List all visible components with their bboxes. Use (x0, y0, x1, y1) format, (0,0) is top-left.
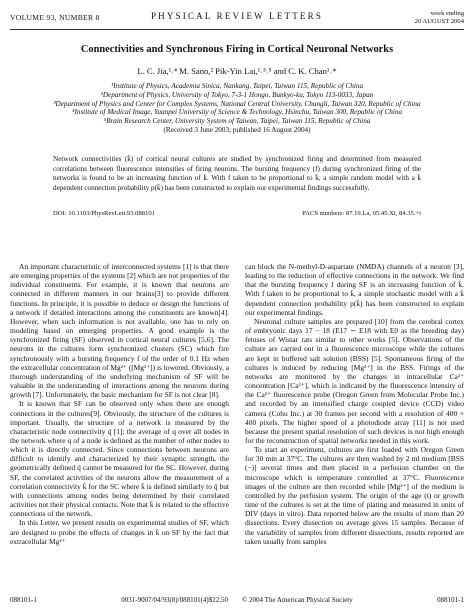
affiliation-4: ⁴Institute of Medical Image, Yuanpei University of Science & Technology, Hsinchu, Taiwan 300, Republic of China (71, 108, 403, 117)
abstract: Network connectivities (k̄) of cortical neural cultures are studied by synchronized firing and determined from measured correlations between fluorescence intensities of firing neurons. The bursting frequency (f) during synchronized firing of the networks is found to be an increasing function of k̄. With f taken to be proportional to k̄, a simple random model with a k̄ dependent connection probability p(k̄) has been constructed to explain our experimental findings successfully. (53, 155, 421, 193)
article-metadata (53, 210, 421, 219)
paragraph: Neuronal culture samples are prepared [10] from the cerebral cortex of embryonic days 17 − 18 (E17 ∼ E18 with E0 as the breeding day) fetuses of Wistar rats similar to other works [5]. Observations of the culture are carried out in a fluorescence microscope while the cultures are kept in buffered salt solution (BSS) [5]. Spontaneous firing of the cultures is induced by reducing [Mg²⁺] in the BSS. Firings of the networks are monitored by the changes in intracellular Ca²⁺ concentration [Ca²⁺], which is indicated by the fluorescence intensity of the Ca²⁺ fluorescence probe (Oregon Green from Molecular Probe Inc.) and recorded by an intensified charge coupled device (CCD) video camera (Cohu Inc.) at 30 frames per second with a resolution of 400 × 400 pixels. The higher speed of a photodiode array [11] is not used because the present spatial resolution of such devices is not high enough for the reconstruction of spatial networks needed in this work. (245, 316, 464, 445)
body-column-right (245, 262, 464, 546)
author-list: L. C. Jia,¹˒⁴ M. Sano,² Pik-Yin Lai,¹˒³˒⁵ and C. K. Chan¹˒* (137, 66, 337, 76)
page-footer (10, 596, 464, 606)
affiliation-5: ⁵Brain Research Center, University System of Taiwan, Taipei, Taiwan 115, Republic of China (103, 117, 371, 126)
header-rule (10, 29, 464, 30)
journal-name: PHYSICAL REVIEW LETTERS (150, 11, 324, 21)
paragraph: can block the N-methyl-D-aspartate (NMDA) channels of a neuron [3], leading to the reduction of effective connections in the network. We find that the bursting frequency f during SF is an increasing function of k̄. With f taken to be proportional to k̄, a simple stochastic model with a k̄ dependent connection probability p(k̄) has been constructed to explain our experimental findings. (245, 262, 464, 317)
affiliations (10, 82, 464, 135)
page-number-left: 088101-1 (10, 596, 37, 604)
paragraph: It is known that SF can be observed only when there are enough connections in the cultures[9]. Obviously, the structure of the cultures is important. Usually, the structure of a network is measured by the characteristic node connectivity q̄ [1]; the average of q over all nodes in the network where q of a node is defined as the number of other nodes to which it is directly connected. Since connections between neurons are difficult to identify and characterized by their synaptic strength, the geometrically defined q̄ cannot be measured for the SC. However, during SF, the correlated activities of the neurons allow the measurement of a correlation connectivity k̄ for the SC where k̄ is defined similarly to q̄ but with connections among nodes being determined by their correlated activities not their physical contacts. Note that k̄ is related to the effective connections of the network. (10, 399, 229, 519)
affiliation-1: ¹Institute of Physics, Academia Sinica, Nankang, Taipei, Taiwan 115, Republic of China (110, 82, 364, 90)
paragraph: To start an experiment, cultures are first loaded with Oregon Green for 30 min at 37°C. The cultures are then washed by 2 ml medium [BSS (−)] several times and then placed in a perfusion chamber on the microscope which is temperature controlled at 37°C. Fluorescence images of the culture are then recorded while [Mg²⁺] of the medium is controlled by the perfusion system. The origin of the age (t) or growth time of the cultures is set at the time of plating and measured in units of DIV (days in vitro). Data reported below are the results of more than 20 dissections. Every dissection on average gives 15 samples. Because of the variability of samples from different dissections, results reported are taken usually from samples (245, 445, 464, 546)
running-header (10, 10, 464, 26)
body-column-left (10, 262, 229, 546)
volume-number: VOLUME 93, NUMBER 8 (10, 13, 100, 22)
week-label: week ending (430, 10, 464, 17)
page-number-right: 088101-1 (437, 596, 464, 604)
paragraph: An important characteristic of interconnected systems [1] is that there are emerging properties of the systems [2] which are not properties of the individual constituents. For example, it is known that neurons are connected in different manners in our brains[3] to provide different functions. In principle, it is possible to deduce or design the functions of a network if detailed interactions among the constituents are known[4]. However, when such information is not available, one has to rely on modeling based on emerging properties. A good example is the synchronized firing (SF) observed in cortical neural cultures [5,6]. The neurons in the cultures form synchronized clusters (SC) which fire synchronously with a bursting frequency f of the order of 0.1 Hz when the extracellular concentration of Mg²⁺ ([Mg²⁺]) is lowered. Obviously, a thorough understanding of the underlying mechanism of SF will be valuable in the understanding of interactions among the neurons during growth [7]. Unfortunately, the basic mechanism for SF is not clear [8]. (10, 262, 229, 400)
pacs-numbers: PACS numbers: 87.19.La, 05.45.Xt, 84.35.+i (302, 210, 421, 217)
affiliation-2: ²Department of Physics, University of Tokyo, 7-3-1 Hongo, Bunkyo-ku, Tokyo 113-0033, Japan (100, 90, 374, 99)
date-value: 20 AUGUST 2004 (414, 17, 464, 25)
received-date: (Received 3 June 2003; published 16 August 2004) (163, 125, 311, 134)
issue-date (415, 10, 464, 25)
copyright-line: 0031-9007/04/93(8)/088101(4)$22.50 © 2004 The American Physical Society (121, 596, 353, 604)
paper-title: Connectivities and Synchronous Firing in Cortical Neuronal Networks (80, 44, 394, 55)
affiliation-3: ³Department of Physics and Center for Complex Systems, National Central University, Chungli, Taiwan 320, Republic of China (53, 99, 421, 108)
doi-link[interactable]: DOI: 10.1103/PhysRevLett.93.088101 (53, 210, 155, 217)
paragraph: In this Letter, we present results on experimental studies of SF, which are designed to probe the effects of changes in k̄ on SF by the fact that extracellular Mg²⁺ (10, 518, 229, 546)
